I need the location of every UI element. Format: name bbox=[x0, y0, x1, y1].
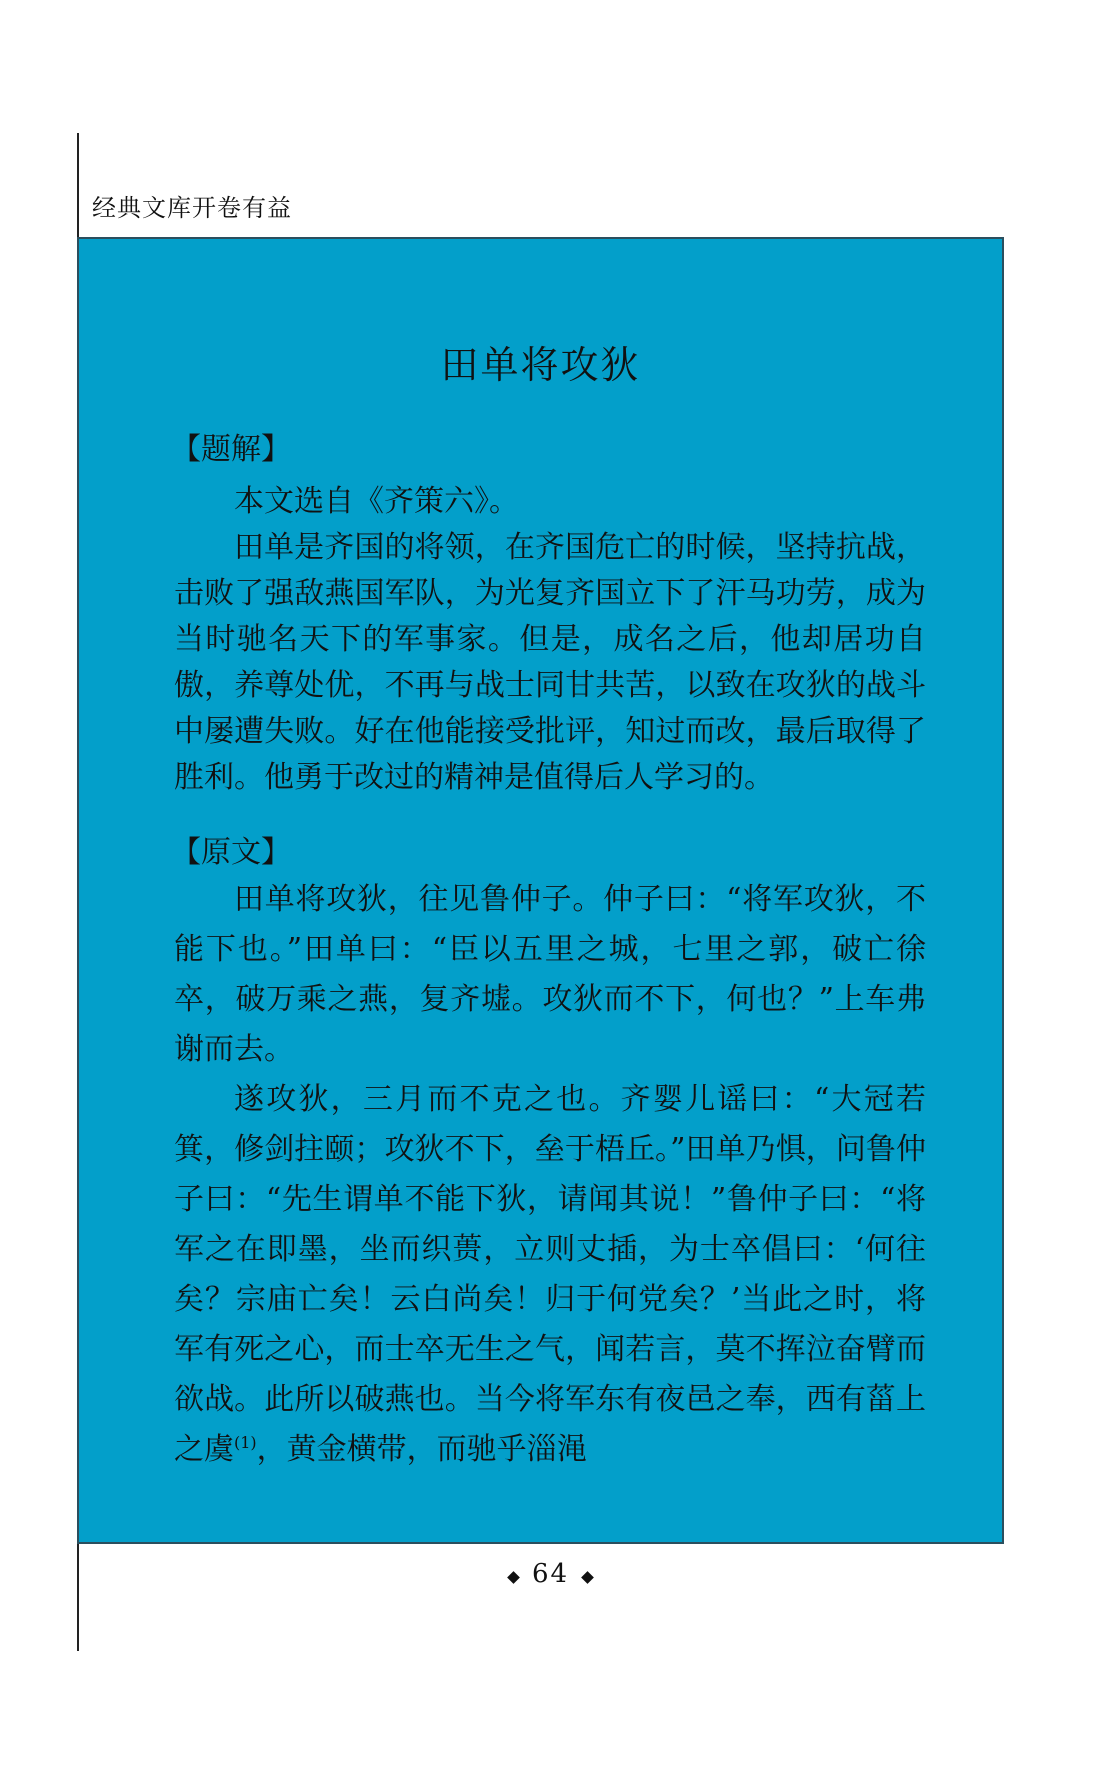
original-text-before-note: 遂攻狄，三月而不克之也。齐婴儿谣曰：“大冠若箕，修剑拄颐；攻狄不下，垒于梧丘。”田单乃惧，问鲁仲子曰：“先生谓单不能下狄，请闻其说！”鲁仲子曰：“将军之在即墨，坐而织蒉，立则丈插，为士卒倡曰：‘何往矣？宗庙亡矣！云白尚矣！归于何党矣？’当此之时，将军有死之心，而士卒无生之气，闻若言，莫不挥泣奋臂而欲战。此所以破燕也。当今将军东有夜邑之奉，西有菑上之虞 bbox=[174, 1082, 926, 1467]
diamond-ornament-left bbox=[507, 1571, 520, 1584]
content-panel bbox=[77, 237, 1004, 1544]
article-title: 田单将攻狄 bbox=[440, 343, 641, 387]
intro-paragraph: 田单是齐国的将领，在齐国危亡的时候，坚持抗战，击败了强敌燕国军队，为光复齐国立下了汗马功劳，成为当时驰名天下的军事家。但是，成名之后，他却居功自傲，养尊处优，不再与战士同甘共苦，以致在攻狄的战斗中屡遭失败。好在他能接受批评，知过而改，最后取得了胜利。他勇于改过的精神是值得后人学习的。 bbox=[174, 530, 926, 795]
original-heading: 【原文】 bbox=[171, 835, 291, 870]
intro-paragraph: 本文选自《齐策六》。 bbox=[234, 484, 519, 519]
original-paragraph: 田单将攻狄，往见鲁仲子。仲子曰：“将军攻狄，不能下也。”田单曰：“臣以五里之城，七里之郭，破亡徐卒，破万乘之燕，复齐墟。攻狄而不下，何也？”上车弗谢而去。 bbox=[174, 882, 926, 1067]
diamond-ornament-right bbox=[581, 1571, 594, 1584]
original-body bbox=[174, 875, 926, 1475]
page-number: 64 bbox=[531, 1559, 570, 1589]
intro-body bbox=[174, 479, 926, 801]
footnote-marker: (1) bbox=[234, 1433, 257, 1452]
running-header: 经典文库开卷有益 bbox=[92, 194, 292, 222]
original-paragraph bbox=[174, 1075, 926, 1475]
page-footer bbox=[0, 1544, 1101, 1594]
original-text-after-note: ，黄金横带，而驰乎淄渑 bbox=[256, 1432, 587, 1467]
intro-heading: 【题解】 bbox=[171, 432, 291, 467]
